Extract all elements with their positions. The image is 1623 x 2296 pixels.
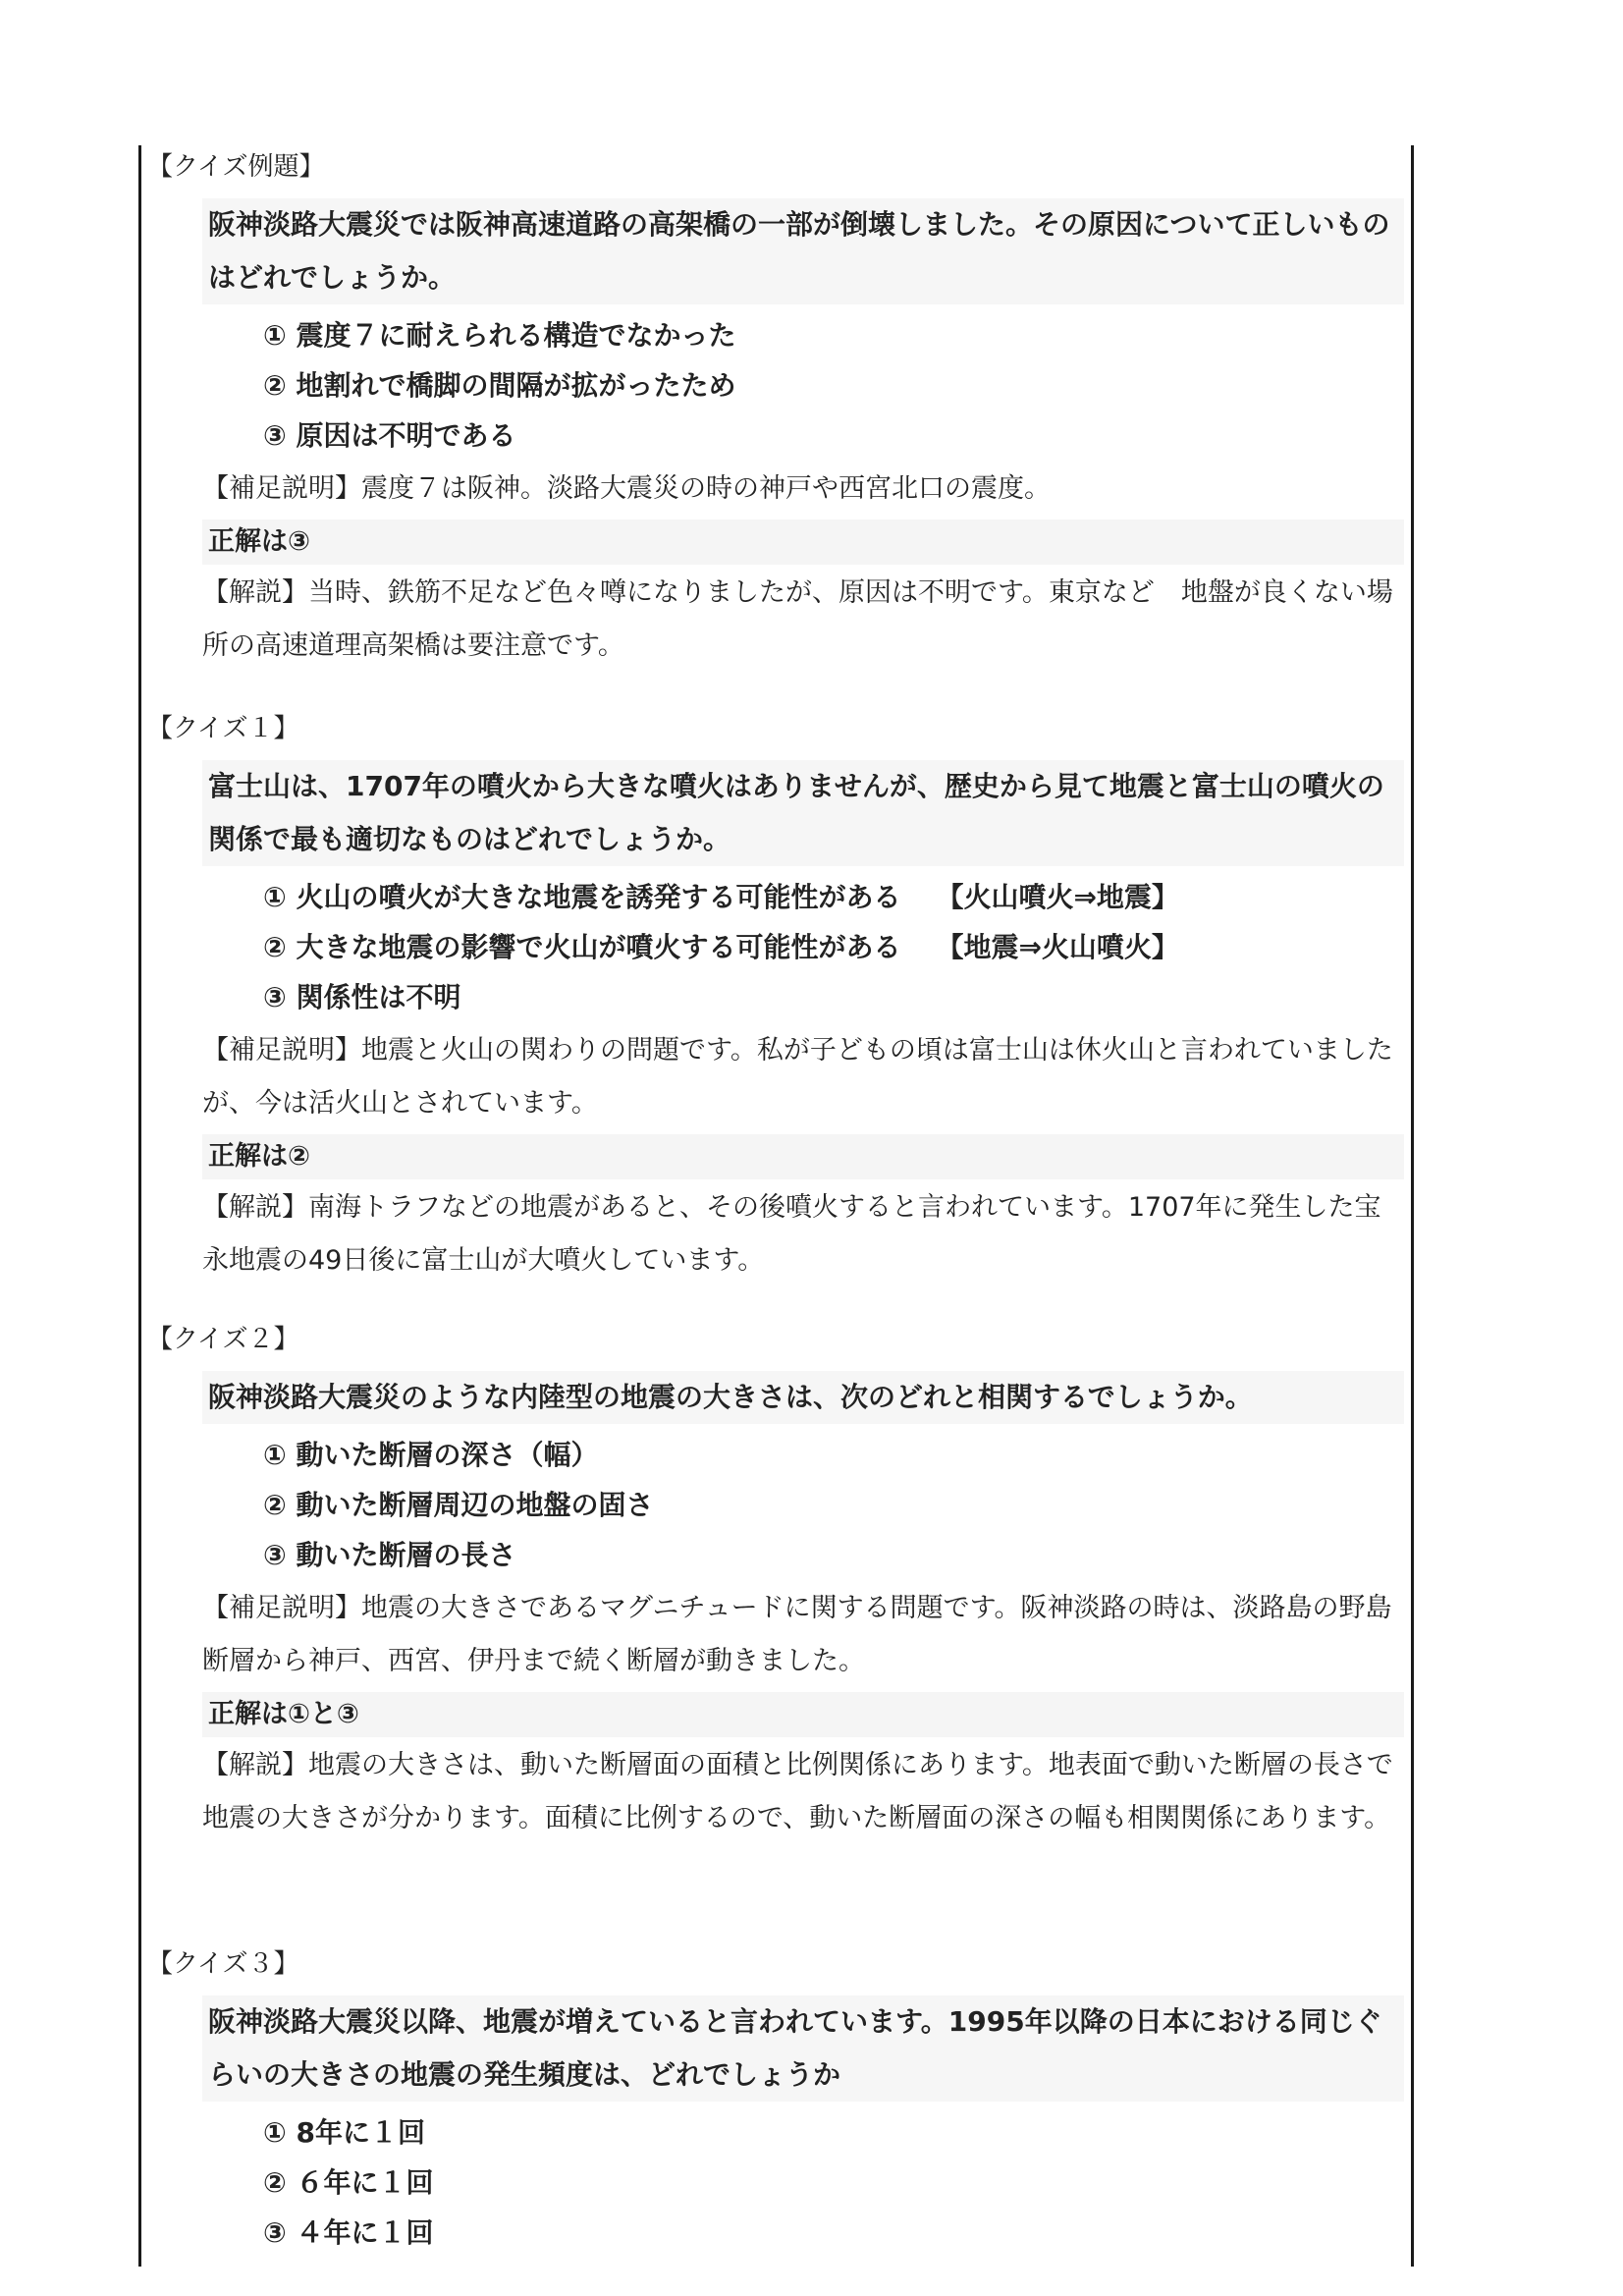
quiz-2 [147,1322,1404,1845]
option-1 [263,310,1404,360]
option-3 [263,410,1404,461]
quiz-question: 阪神淡路大震災では阪神高速道路の高架橋の一部が倒壊しました。その原因について正しいものはどれでしょうか。 [202,198,1404,304]
quiz-1 [147,711,1404,1287]
option-2 [263,1480,1404,1530]
option-text: ② 地割れで橋脚の間隔が拡がったため [263,369,736,402]
option-text: ① 動いた断層の深さ（幅） [263,1439,599,1471]
explanation: 【解説】南海トラフなどの地震があると、その後噴火すると言われています。1707年に発生した宝永地震の49日後に富士山が大噴火しています。 [202,1192,1381,1276]
option-3 [263,1530,1404,1580]
option-text: ① 8年に１回 [263,2116,425,2149]
quiz-example [147,149,1404,673]
quiz-title: 【クイズ３】 [147,1949,299,1979]
option-list [263,872,1404,1022]
supplement: 【補足説明】地震の大きさであるマグニチュードに関する問題です。阪神淡路の時は、淡路島の野島断層から神戸、西宮、伊丹まで続く断層が動きました。 [202,1593,1392,1676]
option-tag: 【火山噴火⇒地震】 [936,881,1179,913]
supplement: 【補足説明】震度７は阪神。淡路大震災の時の神戸や西宮北口の震度。 [202,473,1051,504]
answer: 正解は①と③ [202,1692,1404,1737]
quiz-title: 【クイズ例題】 [147,152,325,182]
explanation: 【解説】地震の大きさは、動いた断層面の面積と比例関係にあります。地表面で動いた断層の長さで地震の大きさが分かります。面積に比例するので、動いた断層面の深さの幅も相関関係にあります。 [202,1750,1393,1833]
left-margin-rule [138,145,141,2267]
right-margin-rule [1411,145,1414,2267]
option-list [263,310,1404,461]
explanation: 【解説】当時、鉄筋不足など色々噂になりましたが、原因は不明です。東京など 地盤が良くない場所の高速道理高架橋は要注意です。 [202,577,1393,661]
supplement: 【補足説明】地震と火山の関わりの問題です。私が子どもの頃は富士山は休火山と言われていましたが、今は活火山とされています。 [202,1035,1393,1119]
answer: 正解は③ [202,519,1404,565]
quiz-question: 富士山は、1707年の噴火から大きな噴火はありませんが、歴史から見て地震と富士山の噴火の関係で最も適切なものはどれでしょうか。 [202,760,1404,866]
option-1 [263,2107,1404,2158]
option-tag: 【地震⇒火山噴火】 [936,931,1179,963]
option-text: ③ 原因は不明である [263,419,516,452]
option-list [263,2107,1404,2258]
option-1 [263,872,1404,922]
option-3 [263,972,1404,1022]
option-text: ③ ４年に１回 [263,2216,434,2249]
option-text: ③ 関係性は不明 [263,981,461,1013]
option-text: ① 震度７に耐えられる構造でなかった [263,319,736,352]
option-1 [263,1430,1404,1480]
option-text: ① 火山の噴火が大きな地震を誘発する可能性がある [263,881,901,913]
quiz-3 [147,1946,1404,2258]
quiz-question: 阪神淡路大震災以降、地震が増えていると言われています。1995年以降の日本における同じぐらいの大きさの地震の発生頻度は、どれでしょうか [202,1995,1404,2102]
quiz-title: 【クイズ１】 [147,714,299,743]
option-text: ② 大きな地震の影響で火山が噴火する可能性がある [263,931,901,963]
option-text: ③ 動いた断層の長さ [263,1539,516,1571]
answer: 正解は② [202,1134,1404,1179]
option-2 [263,2158,1404,2208]
option-2 [263,922,1404,972]
quiz-title: 【クイズ２】 [147,1325,299,1354]
option-list [263,1430,1404,1580]
quiz-question: 阪神淡路大震災のような内陸型の地震の大きさは、次のどれと相関するでしょうか。 [202,1371,1404,1424]
option-text: ② 動いた断層周辺の地盤の固さ [263,1489,654,1521]
option-text: ② ６年に１回 [263,2166,434,2199]
option-2 [263,360,1404,410]
option-3 [263,2208,1404,2258]
